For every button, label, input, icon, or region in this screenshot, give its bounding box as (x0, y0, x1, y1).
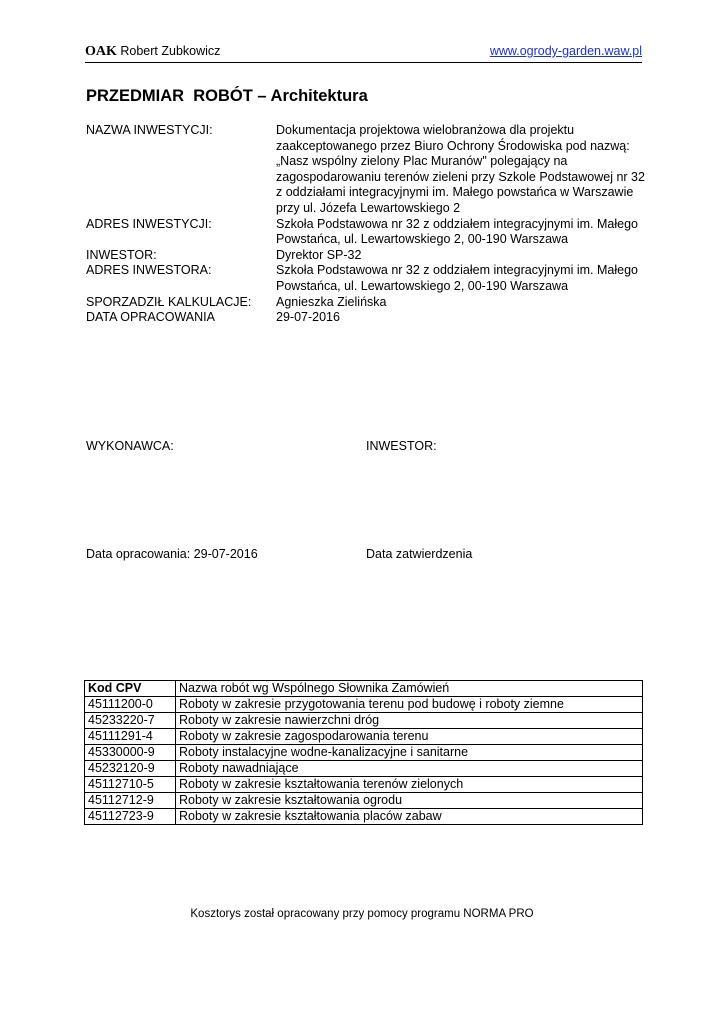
prepared-by-row (86, 295, 646, 311)
cpv-code: 45111291-4 (85, 729, 176, 745)
work-name: Roboty w zakresie nawierzchni dróg (176, 713, 643, 729)
investment-address-label: ADRES INWESTYCJI: (86, 216, 212, 231)
website-link[interactable]: www.ogrody-garden.waw.pl (489, 44, 642, 58)
table-row (85, 761, 643, 777)
investor-address-row (86, 263, 646, 294)
investor-signature-label: INWESTOR: (366, 439, 437, 453)
table-row (85, 777, 643, 793)
investment-name-value: Dokumentacja projektowa wielobranżowa dla projektu zaakceptowanego przez Biuro Ochrony Środowiska pod nazwą: „Nasz wspólny zielony Plac Muranów" polegający na zagospodarowaniu terenów zieleni przy Szkole Podstawowej nr 32 z oddziałami integracyjnymi im. Małego powstańca w Warszawie przy ul. Józefa Lewartowskiego 2 (276, 123, 645, 215)
cpv-code: 45233220-7 (85, 713, 176, 729)
work-name: Roboty nawadniające (176, 761, 643, 777)
work-name: Roboty w zakresie kształtowania terenów zielonych (176, 777, 643, 793)
table-row (85, 745, 643, 761)
table-row (85, 713, 643, 729)
table-row (85, 793, 643, 809)
work-name: Roboty w zakresie zagospodarowania terenu (176, 729, 643, 745)
cpv-code: 45330000-9 (85, 745, 176, 761)
work-name: Roboty w zakresie kształtowania ogrodu (176, 793, 643, 809)
table-row (85, 809, 643, 825)
cpv-code: 45111200-0 (85, 697, 176, 713)
investment-name-row (86, 123, 646, 217)
company-owner: Robert Zubkowicz (116, 44, 221, 58)
table-row (85, 697, 643, 713)
investment-name-label: NAZWA INWESTYCJI: (86, 123, 213, 137)
cpv-table (84, 680, 643, 825)
page-title: PRZEDMIAR ROBÓT – Architektura (86, 87, 368, 105)
company-logo-text: OAK (85, 44, 117, 59)
date-row (86, 310, 646, 326)
prepared-by-value: Agnieszka Zielińska (276, 294, 387, 309)
work-name: Roboty w zakresie kształtowania placów zabaw (176, 809, 643, 825)
investor-address-label: ADRES INWESTORA: (86, 263, 212, 278)
investor-address-value: Szkoła Podstawowa nr 32 z oddziałem integracyjnymi im. Małego Powstańca, ul. Lewartowskiego 2, 00-190 Warszawa (276, 263, 638, 293)
cpv-code: 45232120-9 (85, 761, 176, 777)
work-name: Roboty instalacyjne wodne-kanalizacyjne i sanitarne (176, 745, 643, 761)
page-footer: Kosztorys został opracowany przy pomocy programu NORMA PRO (190, 908, 534, 920)
cpv-code: 45112712-9 (85, 793, 176, 809)
approval-date-label: Data zatwierdzenia (366, 547, 473, 561)
preparation-date: Data opracowania: 29-07-2016 (86, 547, 258, 561)
company-brand (85, 44, 220, 60)
work-name: Roboty w zakresie przygotowania terenu pod budowę i roboty ziemne (176, 697, 643, 713)
header-cpv-code: Kod CPV (85, 681, 176, 697)
date-value: 29-07-2016 (276, 310, 340, 325)
investment-address-row (86, 217, 646, 248)
investment-info (86, 123, 646, 326)
investment-address-value: Szkoła Podstawowa nr 32 z oddziałem integracyjnymi im. Małego Powstańca, ul. Lewartowskiego 2, 00-190 Warszawa (276, 216, 638, 247)
investor-label: INWESTOR: (86, 247, 157, 262)
table-header-row (85, 681, 643, 697)
cpv-code: 45112710-5 (85, 777, 176, 793)
cpv-code: 45112723-9 (85, 809, 176, 825)
header-work-name: Nazwa robót wg Wspólnego Słownika Zamówień (176, 681, 643, 697)
date-label: DATA OPRACOWANIA (86, 310, 215, 325)
table-row (85, 729, 643, 745)
investor-value: Dyrektor SP-32 (276, 247, 362, 262)
prepared-by-label: SPORZADZIŁ KALKULACJE: (86, 294, 252, 309)
page-header (85, 42, 642, 63)
contractor-signature-label: WYKONAWCA: (86, 439, 174, 453)
investor-row (86, 248, 646, 264)
